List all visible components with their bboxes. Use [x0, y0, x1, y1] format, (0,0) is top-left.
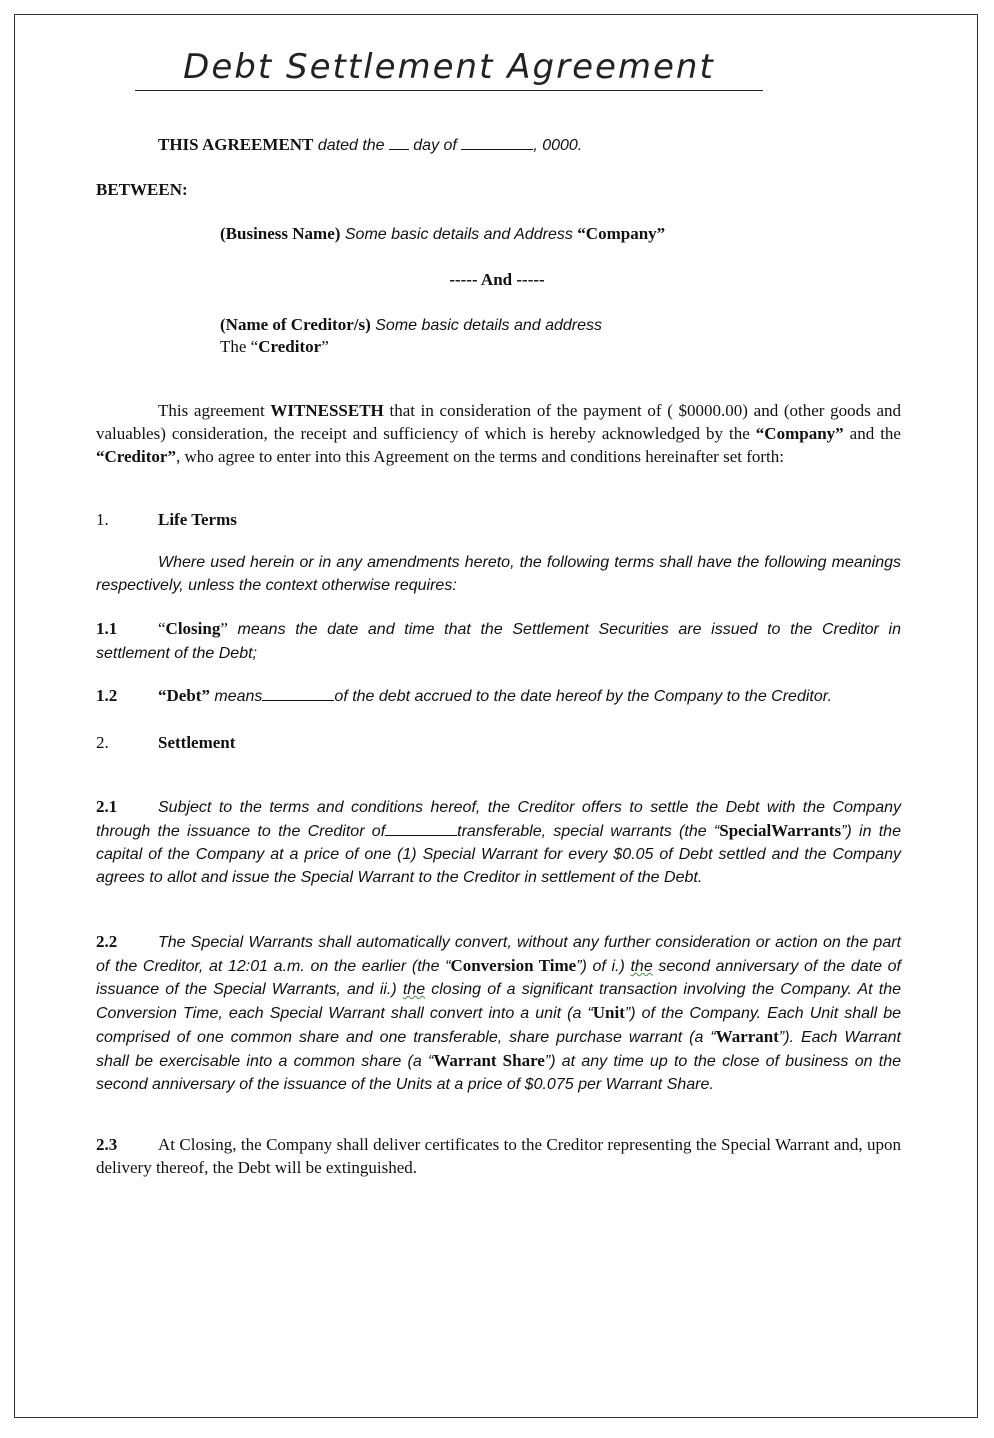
clause-text: ”) in the capital of the Company at a price of one (1) Special Warrant for every $0.05 of Debt settled and the Company agrees to allot and issue the Special Warrant to the Creditor in settlement of the Debt.: [96, 823, 901, 886]
clause-number: 1.2: [96, 686, 118, 705]
day-blank: [389, 134, 409, 150]
month-blank: [461, 134, 533, 150]
clause-text: Subject to the terms and conditions hereof, the Creditor offers to settle the Debt with the Company through the issuance to the Creditor of: [96, 799, 901, 840]
clause-1-2: [96, 684, 901, 708]
intro-text: day of: [408, 137, 462, 154]
section-1-intro-text: Where used herein or in any amendments hereto, the following terms shall have the following meanings respectively, unless the context otherwise requires:: [96, 554, 901, 594]
creditor-role-suffix: ”: [321, 337, 329, 356]
clause-number: 2.1: [96, 797, 118, 816]
debt-amount-blank: [262, 685, 334, 701]
and-divider: [0, 268, 994, 291]
document-title: Debt Settlement Agreement: [135, 44, 763, 91]
party-company: [220, 222, 665, 246]
grammar-flagged-word: the: [630, 958, 653, 975]
witness-text: This agreement: [158, 401, 271, 420]
section-title: Settlement: [158, 733, 236, 752]
company-role: “Company”: [577, 224, 666, 243]
witness-text: , who agree to enter into this Agreement on the terms and conditions hereinafter set forth:: [175, 447, 784, 466]
defined-term-debt: “Debt”: [158, 686, 210, 705]
warrant-count-blank: [385, 820, 457, 836]
quote-close: ”: [220, 619, 228, 638]
clause-2-2: [96, 930, 901, 1096]
creditor-role-line: [220, 335, 329, 358]
party-creditor: [220, 313, 602, 337]
clause-text: ”) of the Company. Each Unit shall be comprised of one common share and one transferable, share purchase warrant (a “: [96, 1005, 902, 1046]
clause-text: of the debt accrued to the date hereof by the Company to the Creditor.: [334, 688, 832, 705]
section-number: 2.: [96, 733, 109, 752]
section-1-heading: [96, 508, 237, 531]
agreement-intro: [158, 133, 582, 157]
clause-text: means the date and time that the Settlement Securities are issued to the Creditor in settlement of the Debt;: [96, 621, 901, 662]
clause-text: The Special Warrants shall automatically convert, without any further consideration or action on the part of the Creditor, at 12:01 a.m. on the earlier (the “: [96, 934, 901, 975]
defined-term-warrant-share: Warrant Share: [433, 1051, 545, 1070]
defined-term-special-warrants: SpecialWarrants: [719, 821, 842, 840]
clause-number: 2.3: [96, 1135, 118, 1154]
clause-text: ”). Each Warrant shall be exercisable into a common share (a “: [96, 1029, 901, 1070]
and-divider-text: ----- And -----: [449, 270, 545, 289]
clause-text: transferable, special warrants (the “: [457, 823, 720, 840]
clause-number: 2.2: [96, 932, 118, 951]
clause-2-3: [96, 1133, 901, 1179]
section-title: Life Terms: [158, 510, 237, 529]
creditor-name-label: (Name of Creditor/s): [220, 315, 371, 334]
section-2-heading: [96, 731, 235, 754]
defined-term-unit: Unit: [592, 1003, 625, 1022]
clause-number: 1.1: [96, 619, 118, 638]
creditor-role-prefix: The “: [220, 337, 259, 356]
clause-text: second anniversary of the date of issuance of the Special Warrants, and ii.): [96, 958, 901, 998]
creditor-details: Some basic details and address: [370, 317, 603, 334]
witness-text: that in consideration of the payment of ( $0000.00) and (other goods and valuables) consideration, the receipt and sufficiency of which is hereby acknowledged by the: [96, 401, 902, 443]
clause-text: means: [209, 688, 263, 705]
witness-text: and the: [843, 424, 901, 443]
quote-open: “: [158, 619, 166, 638]
intro-text: , 0000.: [533, 137, 583, 154]
intro-text: dated the: [313, 137, 385, 154]
clause-text: ”) of i.): [576, 958, 631, 975]
clause-text: ”) at any time up to the close of business on the second anniversary of the issuance of the Units at a price of $0.075 per Warrant Share.: [96, 1053, 901, 1093]
witnesseth-term: WITNESSETH: [270, 401, 384, 420]
clause-2-1: [96, 795, 901, 889]
company-term: “Company”: [755, 424, 844, 443]
grammar-flagged-word: the: [402, 981, 426, 998]
defined-term-conversion-time: Conversion Time: [450, 956, 577, 975]
section-1-intro: [96, 551, 901, 597]
clause-1-1: [96, 617, 901, 665]
defined-term-closing: Closing: [165, 619, 221, 638]
witnesseth-paragraph: [96, 399, 901, 468]
section-number: 1.: [96, 510, 109, 529]
business-details: Some basic details and Address: [340, 226, 578, 243]
clause-text: At Closing, the Company shall deliver certificates to the Creditor representing the Special Warrant and, upon delivery thereof, the Debt will be extinguished.: [96, 1135, 901, 1177]
clause-text: closing of a significant transaction involving the Company. At the Conversion Time, each Special Warrant shall convert into a unit (a “: [96, 981, 901, 1022]
intro-label: THIS AGREEMENT: [158, 135, 314, 154]
between-heading: [96, 178, 188, 201]
business-name-label: (Business Name): [220, 224, 341, 243]
between-label: BETWEEN:: [96, 180, 188, 199]
creditor-term: “Creditor”: [96, 447, 176, 466]
defined-term-warrant: Warrant: [715, 1027, 779, 1046]
creditor-role: Creditor: [258, 337, 322, 356]
